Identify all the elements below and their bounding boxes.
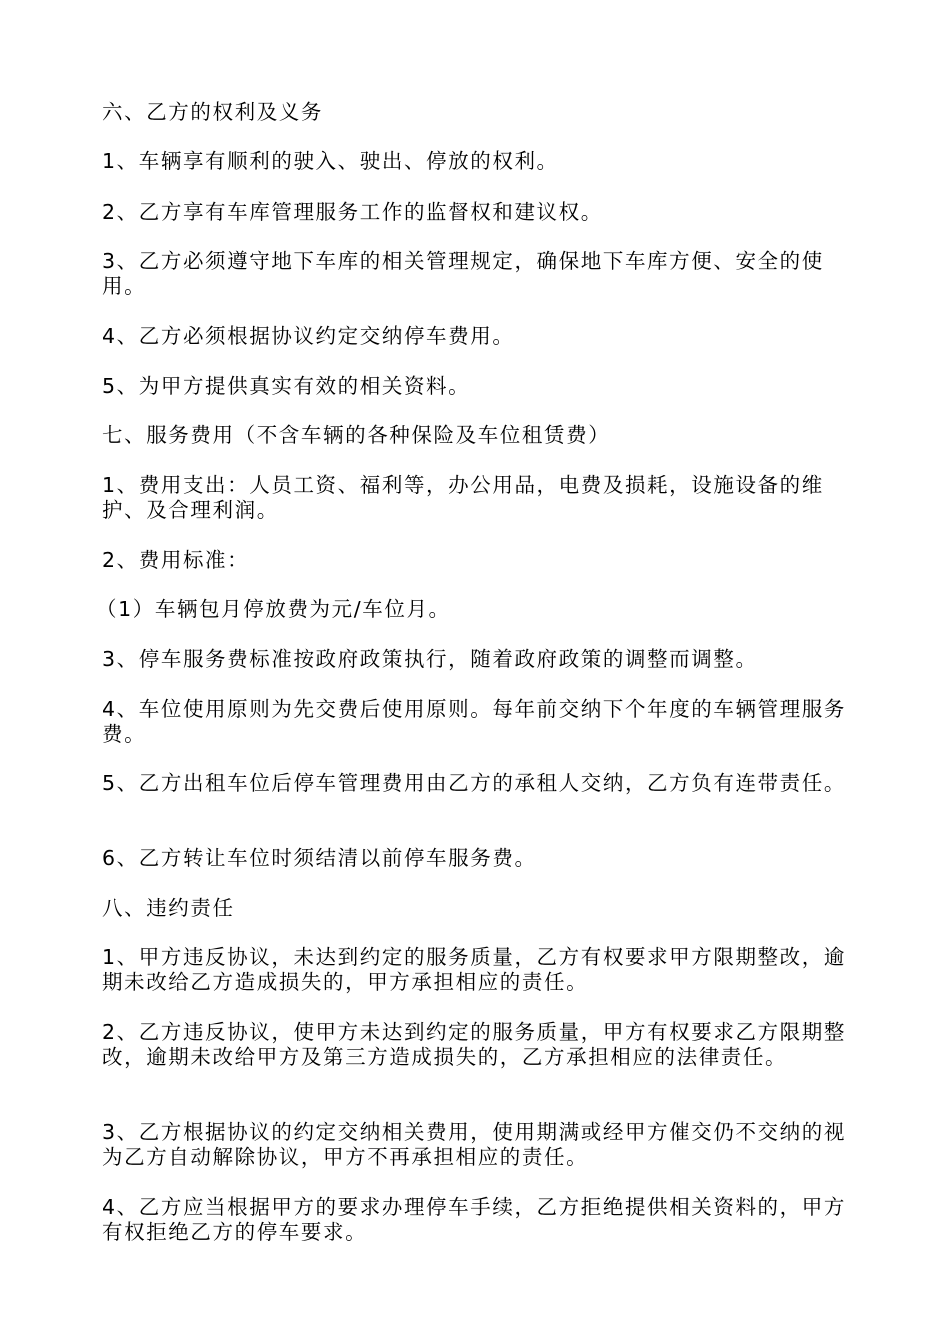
paragraph: 2、乙方违反协议，使甲方未达到约定的服务质量，甲方有权要求乙方限期整改，逾期未改给甲方及第三方造成损失的，乙方承担相应的法律责任。 <box>102 1020 846 1069</box>
paragraph: 3、乙方必须遵守地下车库的相关管理规定，确保地下车库方便、安全的使用。 <box>102 249 824 298</box>
paragraph: 4、乙方必须根据协议约定交纳停车费用。 <box>102 324 515 348</box>
paragraph: 6、乙方转让车位时须结清以前停车服务费。 <box>102 846 537 870</box>
paragraph: 2、乙方享有车库管理服务工作的监督权和建议权。 <box>102 200 603 224</box>
paragraph: 5、为甲方提供真实有效的相关资料。 <box>102 374 471 398</box>
section-heading-seven: 七、服务费用（不含车辆的各种保险及车位租赁费） <box>102 423 611 447</box>
paragraph: 3、乙方根据协议的约定交纳相关费用，使用期满或经甲方催交仍不交纳的视为乙方自动解除协议，甲方不再承担相应的责任。 <box>102 1120 846 1169</box>
paragraph: 4、乙方应当根据甲方的要求办理停车手续，乙方拒绝提供相关资料的，甲方有权拒绝乙方的停车要求。 <box>102 1195 846 1244</box>
paragraph: 4、车位使用原则为先交费后使用原则。每年前交纳下个年度的车辆管理服务费。 <box>102 697 846 746</box>
paragraph: 1、费用支出：人员工资、福利等，办公用品，电费及损耗，设施设备的维护、及合理利润。 <box>102 473 824 522</box>
paragraph: 2、费用标准： <box>102 548 250 572</box>
section-heading-eight: 八、违约责任 <box>102 896 235 920</box>
paragraph: （1）车辆包月停放费为元/车位月。 <box>96 597 451 621</box>
paragraph: 1、车辆享有顺利的驶入、驶出、停放的权利。 <box>102 149 559 173</box>
paragraph: 1、甲方违反协议，未达到约定的服务质量，乙方有权要求甲方限期整改，逾期未改给乙方造成损失的，甲方承担相应的责任。 <box>102 945 846 994</box>
paragraph: 5、乙方出租车位后停车管理费用由乙方的承租人交纳，乙方负有连带责任。 <box>102 771 846 795</box>
paragraph: 3、停车服务费标准按政府政策执行，随着政府政策的调整而调整。 <box>102 647 758 671</box>
section-heading-six: 六、乙方的权利及义务 <box>102 100 323 124</box>
